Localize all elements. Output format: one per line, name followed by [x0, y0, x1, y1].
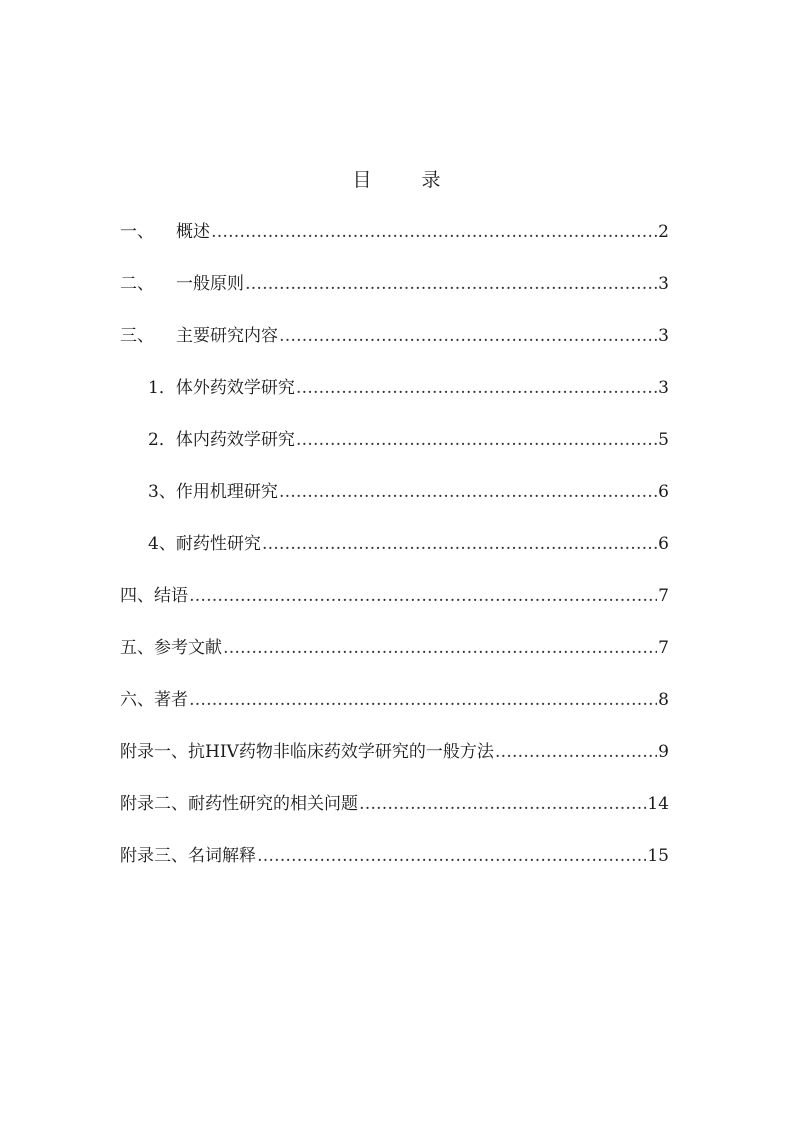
toc-entry-label: 名词解释	[188, 846, 256, 866]
toc-entry-page: 3	[658, 326, 669, 346]
toc-entry-number: 1．	[148, 378, 176, 398]
toc-entry-label: 主要研究内容	[176, 326, 278, 346]
dot-leader	[257, 842, 646, 870]
toc-entry-number: 三、	[120, 326, 154, 346]
toc-entry-label: 体内药效学研究	[175, 430, 295, 450]
toc-entry-number: 4、	[148, 534, 176, 554]
toc-entry-number: 2．	[148, 430, 176, 450]
toc-entry-mechanism[interactable]	[120, 478, 669, 530]
toc-entry-conclusion[interactable]	[120, 582, 669, 634]
toc-entry-page: 3	[658, 274, 669, 294]
toc-entry-label: 体外药效学研究	[175, 378, 295, 398]
toc-entry-page: 5	[658, 430, 669, 450]
dot-leader	[245, 270, 657, 298]
toc-entry-number: 四、	[120, 586, 154, 606]
toc-entry-page: 7	[658, 638, 669, 658]
toc-entry-label: 参考文献	[154, 638, 222, 658]
toc-entry-number: 五、	[120, 638, 154, 658]
page-title: 目 录	[352, 169, 463, 191]
toc-entry-label: 著者	[154, 690, 188, 710]
toc-entry-label: 概述	[176, 222, 210, 242]
toc-entry-number: 附录二、	[120, 794, 188, 814]
dot-leader	[279, 478, 657, 506]
toc-entry-authors[interactable]	[120, 686, 669, 738]
toc-entry-number: 六、	[120, 690, 154, 710]
dot-leader	[189, 582, 657, 610]
toc-entry-overview[interactable]	[120, 218, 669, 270]
dot-leader	[189, 686, 657, 714]
toc-entry-page: 6	[658, 482, 669, 502]
toc-entry-appendix-2[interactable]	[120, 790, 669, 842]
toc-entry-number: 附录三、	[120, 846, 188, 866]
toc-entry-page: 7	[658, 586, 669, 606]
toc-entry-label: 一般原则	[176, 274, 244, 294]
toc-entry-page: 8	[658, 690, 669, 710]
dot-leader	[279, 322, 657, 350]
dot-leader	[495, 738, 657, 766]
dot-leader	[223, 634, 657, 662]
toc-entry-main-research[interactable]	[120, 322, 669, 374]
toc-entry-label: 耐药性研究	[175, 534, 261, 554]
toc-entry-appendix-3[interactable]	[120, 842, 669, 894]
toc-entry-resistance[interactable]	[120, 530, 669, 582]
toc-entry-general-principles[interactable]	[120, 270, 669, 322]
toc-entry-label: 作用机理研究	[175, 482, 278, 502]
toc-entry-page: 15	[647, 846, 669, 866]
toc-entry-number: 附录一、	[120, 742, 188, 762]
toc-entry-label: 耐药性研究的相关问题	[188, 794, 358, 814]
toc-entry-page: 14	[647, 794, 669, 814]
toc-entry-in-vitro[interactable]	[120, 374, 669, 426]
toc-entry-references[interactable]	[120, 634, 669, 686]
toc-entry-label: 结语	[154, 586, 188, 606]
dot-leader	[359, 790, 646, 818]
dot-leader	[262, 530, 657, 558]
dot-leader	[296, 426, 657, 454]
toc-entry-number: 二、	[120, 274, 154, 294]
toc-entry-in-vivo[interactable]	[120, 426, 669, 478]
toc-entry-page: 2	[658, 222, 669, 242]
dot-leader	[211, 218, 657, 246]
table-of-contents	[120, 218, 669, 894]
toc-entry-appendix-1[interactable]	[120, 738, 669, 790]
toc-entry-page: 6	[658, 534, 669, 554]
toc-entry-number: 一、	[120, 222, 154, 242]
toc-entry-page: 9	[658, 742, 669, 762]
toc-entry-label: 抗HIV药物非临床药效学研究的一般方法	[188, 742, 494, 762]
toc-entry-number: 3、	[148, 482, 176, 502]
dot-leader	[296, 374, 657, 402]
toc-entry-page: 3	[658, 378, 669, 398]
